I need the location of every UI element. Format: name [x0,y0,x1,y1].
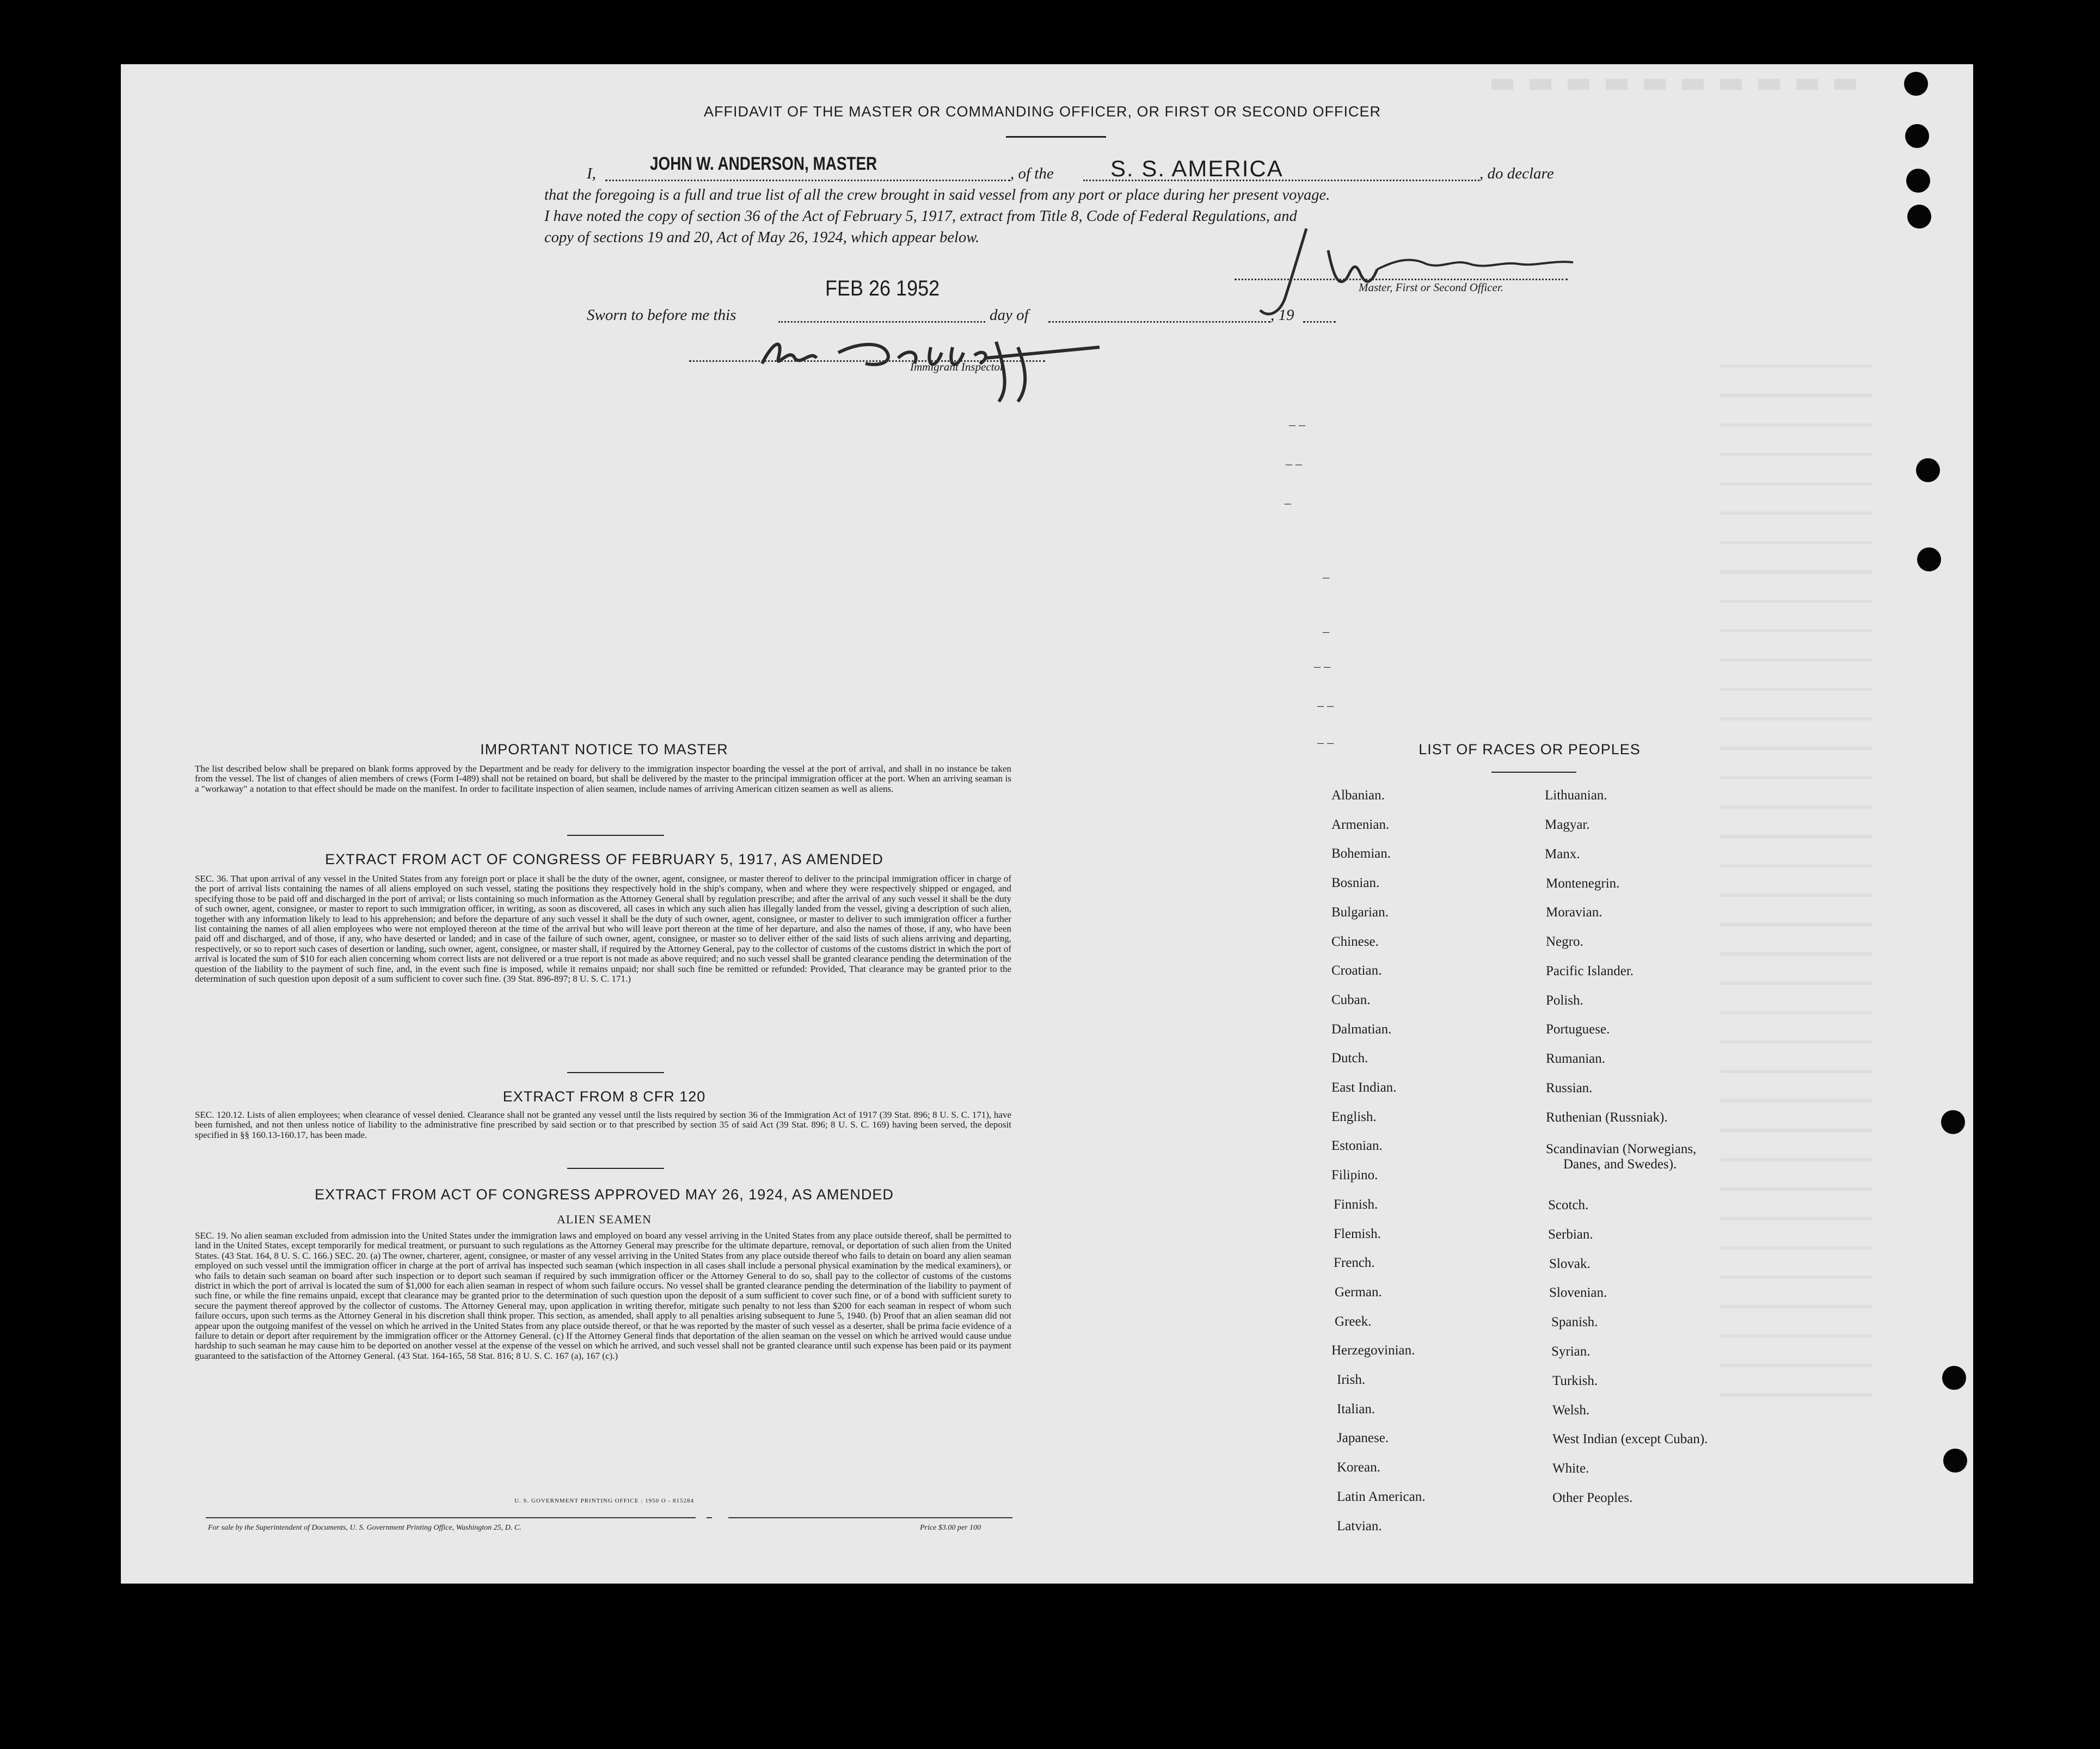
race-right-item: Scandinavian (Norwegians, [1546,1142,1697,1156]
race-left-item: Irish. [1337,1372,1366,1387]
dash-mark: – [1323,570,1329,584]
race-left-item: Japanese. [1337,1431,1389,1446]
punch-hole [1942,1366,1966,1390]
race-right-item: Syrian. [1551,1344,1591,1359]
punch-hole [1907,205,1931,229]
divider [567,1072,664,1073]
master-signature [1247,218,1595,327]
footer-sale-note: For sale by the Superintendent of Documents, U. S. Government Printing Office, Washington 25, D. C. [208,1524,521,1532]
race-right-item: Negro. [1546,934,1583,949]
race-left-item: Bosnian. [1331,876,1380,891]
punch-hole [1943,1449,1967,1473]
race-left-item: Armenian. [1331,817,1390,832]
dash-mark: – – [1286,457,1302,471]
race-left-item: Greek. [1335,1314,1372,1329]
race-right-item: Spanish. [1551,1315,1598,1329]
race-left-item: Bulgarian. [1331,904,1389,920]
punch-hole [1904,72,1928,96]
master-caption: Master, First or Second Officer. [1359,281,1503,294]
race-left-item: English. [1331,1109,1377,1124]
race-left-item: French. [1334,1255,1375,1271]
day-of-label: day of [990,306,1029,324]
race-left-item: Bohemian. [1331,846,1391,861]
race-left-item: East Indian. [1331,1080,1397,1095]
declaration-line-4: copy of sections 19 and 20, Act of May 26, 1924, which appear below. [544,229,980,246]
race-left-item: Herzegovinian. [1331,1343,1415,1358]
race-right-item: Ruthenian (Russniak). [1546,1110,1668,1125]
declarant-prefix: I, [587,165,596,182]
dash-mark: – [1323,625,1329,639]
declarant-line [605,180,1010,181]
footer-price: Price $3.00 per 100 [920,1524,981,1532]
extract-1924-subtitle: ALIEN SEAMEN [557,1212,652,1226]
year-line [1303,321,1336,323]
vessel-name: S. S. AMERICA [1110,156,1284,181]
race-left-item: Italian. [1337,1401,1376,1417]
race-right-item: Lithuanian. [1545,788,1607,803]
punch-hole [1906,169,1930,193]
race-right-item: Magyar. [1545,817,1590,832]
race-right-item: Danes, and Swedes). [1563,1157,1677,1172]
races-title: LIST OF RACES OR PEOPLES [1419,741,1641,758]
footer-rule [206,1517,1012,1518]
of-the-label: , of the [1010,165,1054,182]
bleed-through [1720,343,1872,1420]
race-left-item: Finnish. [1334,1197,1378,1212]
race-right-item: Slovak. [1549,1257,1591,1271]
divider [1491,772,1576,773]
extract-1917-body: SEC. 36. That upon arrival of any vessel in the United States from any foreign port or place it shall be the duty of the owner, agent, consignee, or master thereof to deliver to the principal immigration officer in charge of the port of arrival lists containing the names of all aliens employed on such vessel, stating the positions they respectively hold in the ship's company, when and where they were respectively shipped or engaged, and specifying those to be paid off and discharged in the port of arrival; or lists containing so much information as the Attorney General shall by regulation prescribe; and after the arrival of any such vessel it shall be the duty of such owner, agent, consignee, or master to report to such immigration officer, in writing, as soon as discovered, all cases in which any such alien has illegally landed from the vessel, giving a description of such alien, together with any information likely to lead to his apprehension; and before the departure of any such vessel it shall be the duty of such owner, agent, consignee, or master to deliver to such immigration officer a further list containing the names of all alien employees who were not employed thereon at the time of the arrival but who will leave port thereon at the time of her departure, and also the names of those, if any, who have been paid off and discharged, and of those, if any, who have deserted or landed; and in case of the failure of such owner, agent, consignee, or master so to deliver either of the said lists of such aliens arriving and departing, respectively, or so to report such cases of desertion or landing, such owner, agent, consignee, or master shall, if required by the Attorney General, pay to the collector of customs of the customs district in which the port of arrival is located the sum of $10 for each alien concerning whom correct lists are not delivered or a true report is not made as above required; and no such vessel shall be granted clearance pending the determination of the question of the liability to the payment of such fine, and, in the event such fine is imposed, while it remains unpaid; nor shall such fine be remitted or refunded: Provided, That clearance may be granted prior to the determination of such question upon deposit of a sum sufficient to cover such fine. (39 Stat. 896-897; 8 U. S. C. 171.) [195,873,1011,984]
race-right-item: Portuguese. [1546,1022,1610,1037]
race-right-item: Moravian. [1546,905,1602,920]
race-right-item: Other Peoples. [1552,1491,1633,1505]
date-stamp: FEB 26 1952 [825,276,940,300]
declaration-line-2: that the foregoing is a full and true list of all the crew brought in said vessel from any port or place during her present voyage. [544,187,1330,204]
extract-cfr-title: EXTRACT FROM 8 CFR 120 [502,1088,706,1105]
race-left-item: Latin American. [1337,1489,1426,1504]
race-right-item: White. [1552,1461,1589,1476]
year-label: , 19 [1270,306,1294,324]
race-right-item: Pacific Islander. [1546,964,1634,978]
inspector-caption: Immigrant Inspector. [910,360,1006,373]
extract-1917-title: EXTRACT FROM ACT OF CONGRESS OF FEBRUARY 5, 1917, AS AMENDED [325,851,883,867]
affidavit-title: AFFIDAVIT OF THE MASTER OR COMMANDING OFFICER, OR FIRST OR SECOND OFFICER [703,103,1381,120]
race-left-item: Chinese. [1331,934,1379,949]
race-right-item: Turkish. [1552,1374,1598,1388]
race-left-item: Cuban. [1331,992,1371,1007]
race-right-item: Welsh. [1552,1403,1590,1418]
extract-cfr-body: SEC. 120.12. Lists of alien employees; when clearance of vessel denied. Clearance shall not be granted any vessel until the lists required by section 36 of the Immigration Act of 1917 (39 Stat. 896; 8 U. S. C. 171), have been furnished, and not then unless notice of liability to the administrative fine prescribed by said section or to that prescribed by section 35 of said Act (39 Stat. 896; 8 U. S. C. 169) having been served, the deposit specified in §§ 160.13-160.17, has been made. [195,1110,1011,1140]
race-left-item: Albanian. [1331,788,1385,803]
race-right-item: Polish. [1546,993,1583,1008]
bleed-through [1491,79,1872,90]
race-right-item: Russian. [1546,1081,1593,1095]
extract-1924-title: EXTRACT FROM ACT OF CONGRESS APPROVED MAY 26, 1924, AS AMENDED [315,1186,894,1203]
declaration-line-3: I have noted the copy of section 36 of the Act of February 5, 1917, extract from Title 8, Code of Federal Regulations, and [544,208,1297,225]
race-left-item: Filipino. [1331,1168,1378,1183]
race-right-item: Slovenian. [1549,1285,1607,1300]
master-signature-line [1235,279,1568,280]
dash-mark: – – [1289,418,1305,432]
race-right-item: West Indian (except Cuban). [1552,1432,1708,1446]
printing-office-note: U. S. GOVERNMENT PRINTING OFFICE : 1950 O - 815284 [514,1498,694,1504]
race-right-item: Montenegrin. [1546,876,1620,891]
notice-body: The list described below shall be prepared on blank forms approved by the Department and be ready for delivery to the immigration inspector boarding the vessel at the port of arrival, and shall in no instance be taken from the vessel. The list of changes of alien members of crews (Form I-489) shall not be retained on board, but shall be delivered by the master to the principal immigration officer at the port. When an arriving seaman is a "workaway" a notation to that effect should be made on the manifest. In order to facilitate inspection of alien seamen, include names of arriving American citizen seamen as well as aliens. [195,763,1011,794]
sworn-label: Sworn to before me this [587,306,736,324]
punch-hole [1905,124,1929,148]
race-right-item: Scotch. [1548,1198,1589,1212]
dash-mark: – – [1317,736,1334,750]
do-declare-label: , do declare [1479,165,1554,182]
punch-hole [1916,458,1940,482]
divider [567,835,664,836]
punch-hole [1941,1110,1965,1134]
declarant-name: JOHN W. ANDERSON, MASTER [650,153,877,174]
race-left-item: Dutch. [1331,1051,1368,1066]
race-left-item: Flemish. [1334,1226,1381,1241]
dash-mark: – – [1314,660,1330,674]
race-left-item: Dalmatian. [1331,1021,1392,1037]
dash-mark: – [1285,496,1291,510]
race-right-item: Manx. [1545,847,1580,861]
race-left-item: Estonian. [1331,1138,1383,1154]
race-left-item: Croatian. [1331,963,1382,978]
divider [567,1168,664,1169]
punch-hole [1917,547,1941,571]
extract-1924-body: SEC. 19. No alien seaman excluded from admission into the United States under the immigration laws and employed on board any vessel arriving in the United States from any place outside thereof, shall be permitted to land in the United States, except temporarily for medical treatment, or pursuant to such regulations as the Attorney General may prescribe for the ultimate departure, removal, or deportation of such alien from the United States. (43 Stat. 164, 8 U. S. C. 166.) SEC. 20. (a) The owner, charterer, agent, consignee, or master of any vessel arriving in the United States from any place outside thereof who fails to detain on board any alien seaman employed on such vessel until the immigration officer in charge at the port of arrival has inspected such seaman (which inspection in all cases shall include a personal physical examination by the medical examiners), or who fails to detain such seaman on board after such inspection or to deport such seaman if required by such immigration officer or the Attorney General to do so, shall pay to the collector of customs of the customs district in which the port of arrival is located the sum of $1,000 for each alien seaman in respect of whom such failure occurs. No vessel shall be granted clearance pending the determination of the liability to payment of such fine, or while the fine remains unpaid, except that clearance may be granted prior to the determination of such question upon the deposit of a sum sufficient to cover such fine, or of a bond with sufficient surety to secure the payment thereof approved by the collector of customs. The Attorney General may, upon application in writing therefor, mitigate such penalty to not less than $200 for each seaman in respect of whom such failure occurs, upon such terms as the Attorney General in his discretion shall think proper. This section, as amended, shall apply to all penalties arising subsequent to June 5, 1940. (b) Proof that an alien seaman did not appear upon the outgoing manifest of the vessel on which he arrived in the United States from any place outside thereof, or that he was reported by the master of such vessel as a deserter, shall be prima facie evidence of a failure to detain or deport after requirement by the immigration officer or the Attorney General. (c) If the Attorney General finds that deportation of the alien seaman on the vessel on which he arrived would cause undue hardship to such seaman he may cause him to be deported on another vessel at the expense of the vessel on which he arrived, and such vessel shall not be granted clearance until such expense has been paid or its payment guaranteed to the satisfaction of the Attorney General. (43 Stat. 164-165, 58 Stat. 816; 8 U. S. C. 167 (a), 167 (c).) [195,1230,1011,1361]
race-right-item: Serbian. [1548,1227,1593,1242]
dash-mark: – – [1317,699,1334,713]
race-left-item: Latvian. [1337,1518,1382,1534]
race-right-item: Rumanian. [1546,1051,1606,1066]
race-left-item: German. [1335,1284,1382,1300]
race-left-item: Korean. [1337,1460,1380,1475]
divider [1006,136,1106,138]
notice-title: IMPORTANT NOTICE TO MASTER [480,741,728,758]
